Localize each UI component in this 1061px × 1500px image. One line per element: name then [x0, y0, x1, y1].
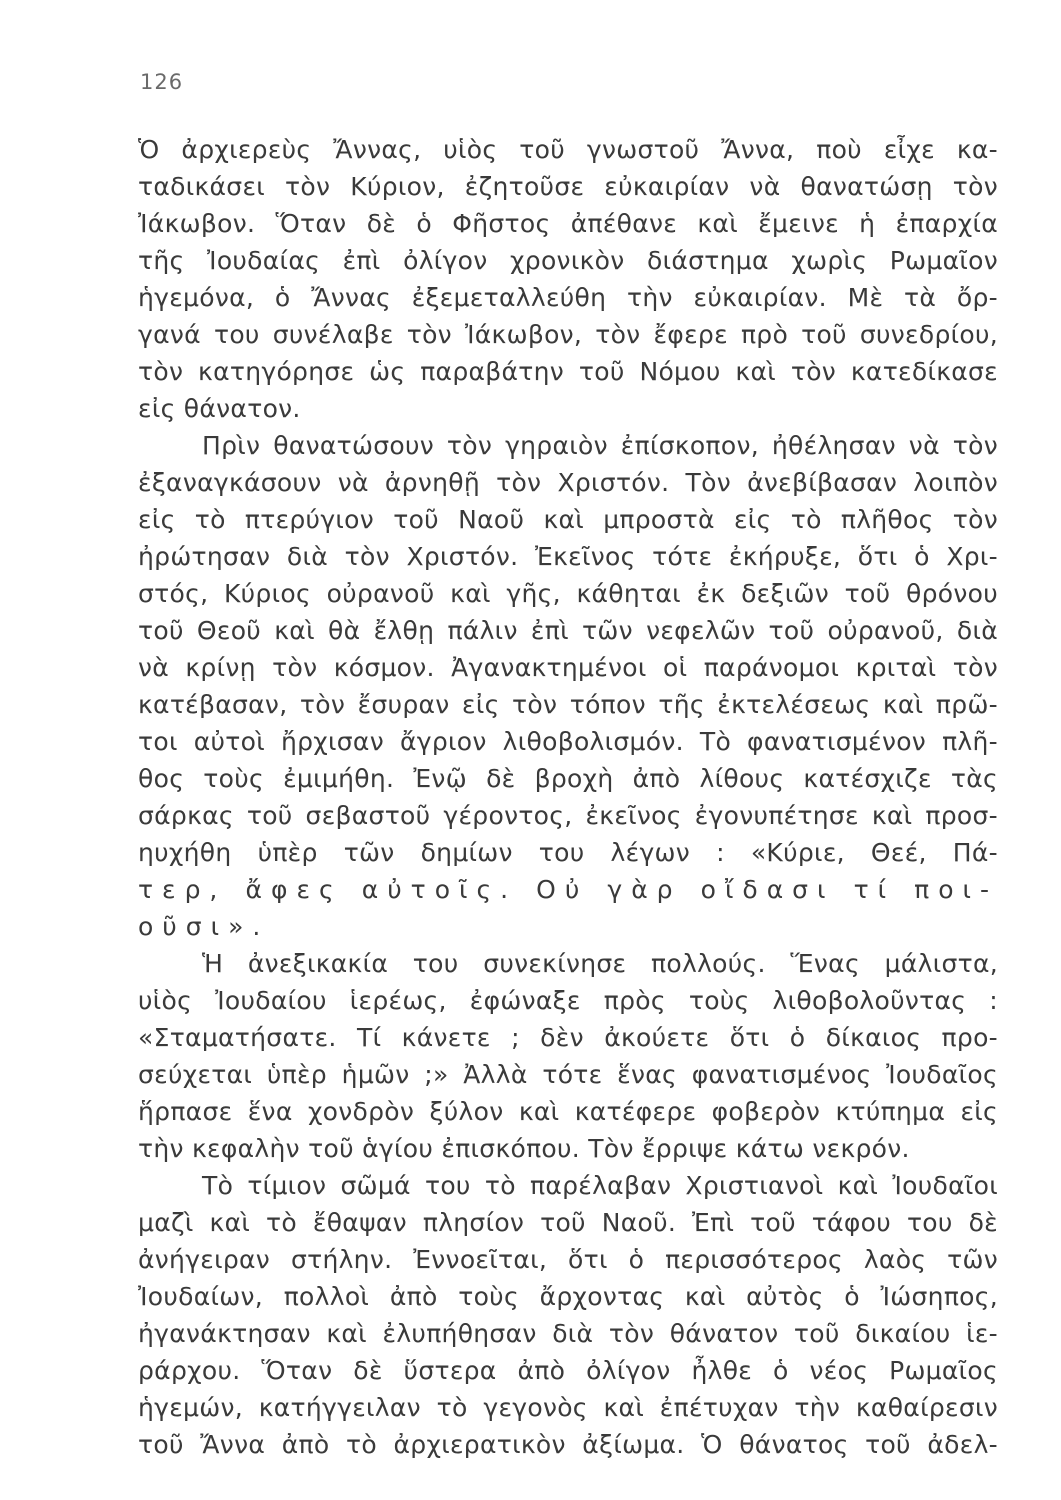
text-line: ηυχήθη ὑπὲρ τῶν δημίων του λέγων : «Κύριε, Θεέ, Πά-: [138, 838, 998, 867]
body-text: [138, 131, 998, 1463]
text-line: σάρκας τοῦ σεβαστοῦ γέροντος, ἐκεῖνος ἐγονυπέτησε καὶ προσ-: [138, 801, 998, 830]
text-line: ἠρώτησαν διὰ τὸν Χριστόν. Ἐκεῖνος τότε ἐκήρυξε, ὅτι ὁ Χρι-: [138, 542, 998, 571]
text-line: τὴν κεφαλὴν τοῦ ἁγίου ἐπισκόπου. Τὸν ἔρριψε κάτω νεκρόν.: [138, 1134, 910, 1163]
page-number: 126: [140, 70, 184, 94]
text-line: σεύχεται ὑπὲρ ἡμῶν ;» Ἀλλὰ τότε ἕνας φανατισμένος Ἰουδαῖος: [138, 1060, 998, 1089]
text-line: τὸν κατηγόρησε ὡς παραβάτην τοῦ Νόμου καὶ τὸν κατεδίκασε: [138, 357, 998, 386]
text-line: τῆς Ἰουδαίας ἐπὶ ὀλίγον χρονικὸν διάστημα χωρὶς Ρωμαῖον: [138, 246, 998, 275]
text-line: Ἡ ἀνεξικακία του συνεκίνησε πολλούς. Ἕνας μάλιστα,: [202, 949, 998, 978]
text-line: ἀνήγειραν στήλην. Ἐννοεῖται, ὅτι ὁ περισσότερος λαὸς τῶν: [138, 1245, 998, 1274]
text-line: Τὸ τίμιον σῶμά του τὸ παρέλαβαν Χριστιανοὶ καὶ Ἰουδαῖοι: [202, 1171, 998, 1200]
text-line: τοι αὐτοὶ ἤρχισαν ἄγριον λιθοβολισμόν. Τὸ φανατισμένον πλῆ-: [138, 727, 998, 756]
text-line: οῦσι».: [138, 912, 270, 941]
text-line: ἡγεμών, κατήγγειλαν τὸ γεγονὸς καὶ ἐπέτυχαν τὴν καθαίρεσιν: [138, 1393, 998, 1422]
text-line: θος τοὺς ἐμιμήθη. Ἐνῷ δὲ βροχὴ ἀπὸ λίθους κατέσχιζε τὰς: [138, 764, 998, 793]
text-line: γανά του συνέλαβε τὸν Ἰάκωβον, τὸν ἔφερε πρὸ τοῦ συνεδρίου,: [138, 320, 998, 349]
text-line: μαζὶ καὶ τὸ ἔθαψαν πλησίον τοῦ Ναοῦ. Ἐπὶ τοῦ τάφου του δὲ: [138, 1208, 998, 1237]
text-line: ράρχου. Ὅταν δὲ ὕστερα ἀπὸ ὀλίγον ἦλθε ὁ νέος Ρωμαῖος: [138, 1356, 998, 1385]
text-line: «Σταματήσατε. Τί κάνετε ; δὲν ἀκούετε ὅτι ὁ δίκαιος προ-: [138, 1023, 998, 1052]
text-line: ἠγανάκτησαν καὶ ἐλυπήθησαν διὰ τὸν θάνατον τοῦ δικαίου ἱε-: [138, 1319, 998, 1348]
text-line: ἐξαναγκάσουν νὰ ἀρνηθῇ τὸν Χριστόν. Τὸν ἀνεβίβασαν λοιπὸν: [138, 468, 998, 497]
text-line: τερ, ἄφες αὐτοῖς. Οὐ γὰρ οἴδασι τί ποι-: [138, 875, 998, 904]
text-line: κατέβασαν, τὸν ἔσυραν εἰς τὸν τόπον τῆς ἐκτελέσεως καὶ πρῶ-: [138, 690, 998, 719]
text-line: ἥρπασε ἕνα χονδρὸν ξύλον καὶ κατέφερε φοβερὸν κτύπημα εἰς: [138, 1097, 998, 1126]
text-line: εἰς τὸ πτερύγιον τοῦ Ναοῦ καὶ μπροστὰ εἰς τὸ πλῆθος τὸν: [138, 505, 998, 534]
text-line: υἱὸς Ἰουδαίου ἱερέως, ἐφώναξε πρὸς τοὺς λιθοβολοῦντας :: [138, 986, 998, 1015]
text-line: ἡγεμόνα, ὁ Ἄννας ἐξεμεταλλεύθη τὴν εὐκαιρίαν. Μὲ τὰ ὄρ-: [138, 283, 998, 312]
text-line: τοῦ Ἄννα ἀπὸ τὸ ἀρχιερατικὸν ἀξίωμα. Ὁ θάνατος τοῦ ἀδελ-: [138, 1430, 998, 1459]
text-line: τοῦ Θεοῦ καὶ θὰ ἔλθῃ πάλιν ἐπὶ τῶν νεφελῶν τοῦ οὐρανοῦ, διὰ: [138, 616, 998, 645]
text-line: στός, Κύριος οὐρανοῦ καὶ γῆς, κάθηται ἐκ δεξιῶν τοῦ θρόνου: [138, 579, 998, 608]
text-line: ταδικάσει τὸν Κύριον, ἐζητοῦσε εὐκαιρίαν νὰ θανατώσῃ τὸν: [138, 172, 998, 201]
text-line: Ἰάκωβον. Ὅταν δὲ ὁ Φῆστος ἀπέθανε καὶ ἔμεινε ἡ ἐπαρχία: [138, 209, 998, 238]
text-line: Ἰουδαίων, πολλοὶ ἀπὸ τοὺς ἄρχοντας καὶ αὐτὸς ὁ Ἰώσηπος,: [138, 1282, 998, 1311]
text-line: Ὁ ἀρχιερεὺς Ἄννας, υἱὸς τοῦ γνωστοῦ Ἄννα, ποὺ εἶχε κα-: [138, 135, 998, 164]
text-line: νὰ κρίνῃ τὸν κόσμον. Ἀγανακτημένοι οἱ παράνομοι κριταὶ τὸν: [138, 653, 998, 682]
text-line: εἰς θάνατον.: [138, 394, 301, 423]
text-line: Πρὶν θανατώσουν τὸν γηραιὸν ἐπίσκοπον, ἠθέλησαν νὰ τὸν: [202, 431, 998, 460]
